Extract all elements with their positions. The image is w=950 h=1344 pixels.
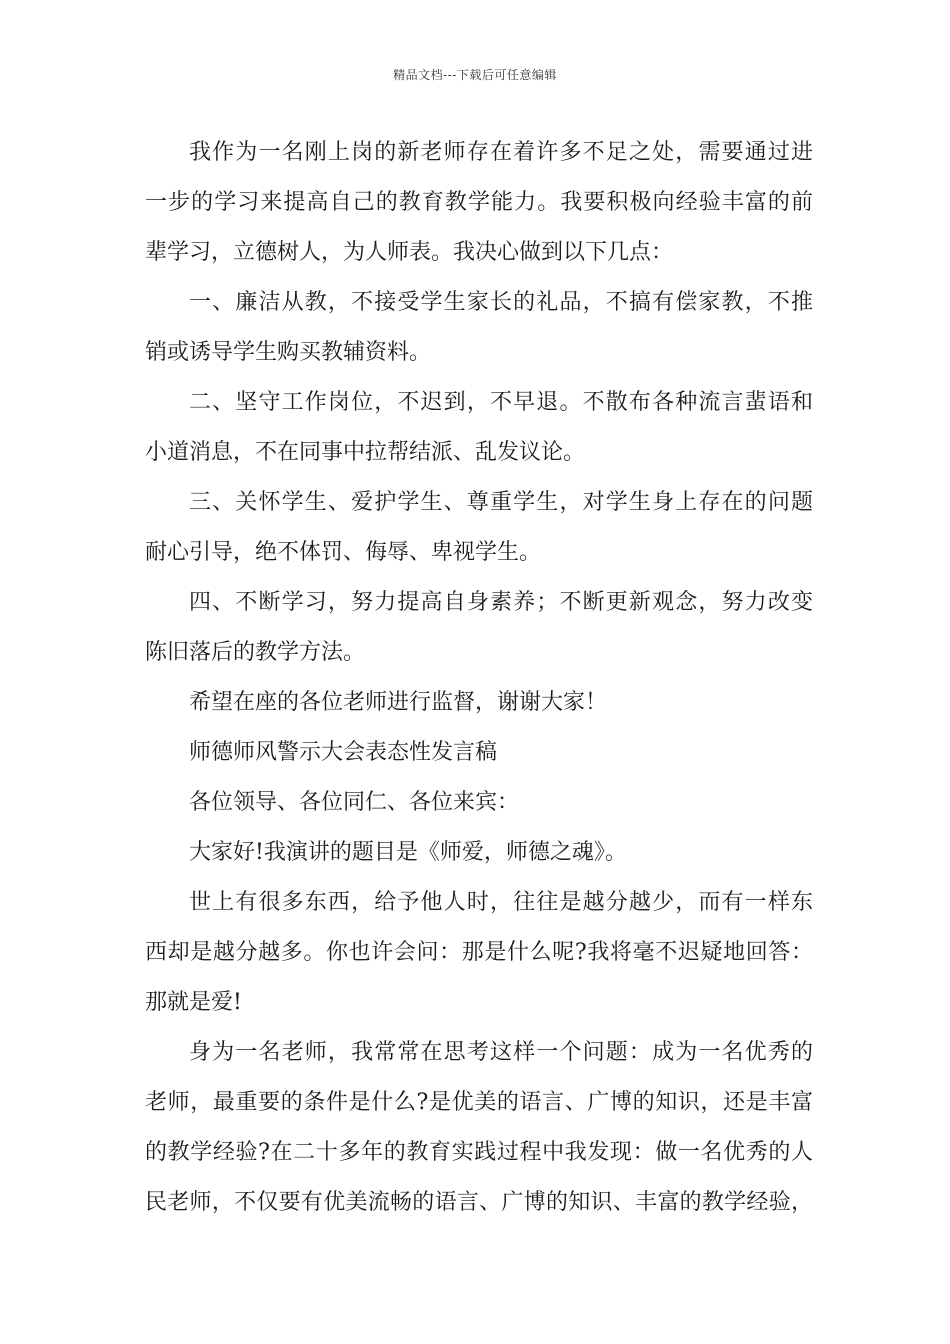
text-line: 世上有很多东西，给予他人时，往往是越分越少，而有一样东	[189, 890, 813, 915]
text-line: 民老师，不仅要有优美流畅的语言、广博的知识、丰富的教学经验，	[145, 1190, 813, 1215]
text-line: 二、坚守工作岗位，不迟到，不早退。不散布各种流言蜚语和	[189, 390, 813, 415]
text-line: 大家好!我演讲的题目是《师爱，师德之魂》。	[189, 840, 627, 865]
text-line: 的教学经验?在二十多年的教育实践过程中我发现：做一名优秀的人	[145, 1140, 813, 1165]
text-line: 辈学习，立德树人，为人师表。我决心做到以下几点：	[145, 240, 674, 265]
text-line: 陈旧落后的教学方法。	[145, 640, 366, 665]
text-line: 老师，最重要的条件是什么?是优美的语言、广博的知识，还是丰富	[145, 1090, 813, 1115]
text-line: 希望在座的各位老师进行监督，谢谢大家！	[189, 690, 608, 715]
page-header: 精品文档---下载后可任意编辑	[393, 68, 557, 82]
text-line: 一、廉洁从教，不接受学生家长的礼品，不搞有偿家教，不推	[189, 290, 813, 315]
text-line: 销或诱导学生购买教辅资料。	[145, 340, 432, 365]
text-line: 耐心引导，绝不体罚、侮辱、卑视学生。	[145, 540, 542, 565]
text-line: 四、不断学习，努力提高自身素养；不断更新观念，努力改变	[189, 590, 813, 615]
text-line: 三、关怀学生、爱护学生、尊重学生，对学生身上存在的问题	[189, 490, 813, 515]
text-line: 一步的学习来提高自己的教育教学能力。我要积极向经验丰富的前	[145, 190, 813, 215]
document-body	[145, 128, 813, 1228]
text-line: 我作为一名刚上岗的新老师存在着许多不足之处，需要通过进	[189, 140, 813, 165]
text-line: 小道消息，不在同事中拉帮结派、乱发议论。	[145, 440, 586, 465]
text-line: 师德师风警示大会表态性发言稿	[189, 740, 498, 765]
text-line: 各位领导、各位同仁、各位来宾：	[189, 790, 520, 815]
text-line: 西却是越分越多。你也许会问：那是什么呢?我将毫不迟疑地回答：	[145, 940, 813, 965]
text-line: 那就是爱!	[145, 990, 242, 1015]
text-line: 身为一名老师，我常常在思考这样一个问题：成为一名优秀的	[189, 1040, 813, 1065]
